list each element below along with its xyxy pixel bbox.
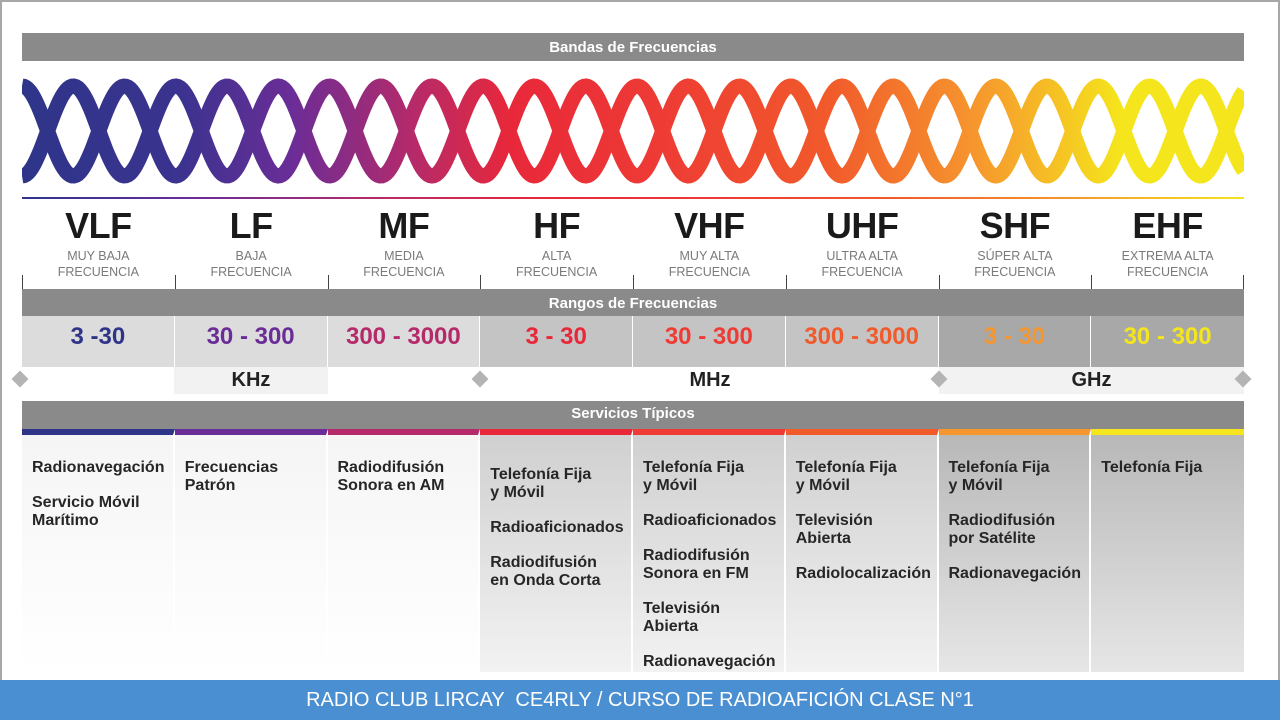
service-item: Radioaficionados: [490, 519, 624, 536]
range-lf: 30 - 300: [175, 316, 328, 367]
band-abbr: UHF: [825, 205, 899, 246]
services-uhf: [786, 429, 939, 672]
footer-banner: RADIO CLUB LIRCAY CE4RLY / CURSO DE RADIOAFICIÓN CLASE N°1: [0, 680, 1280, 720]
band-description: MEDIA FRECUENCIA: [363, 249, 445, 279]
band-lf: [175, 200, 328, 289]
band-description: BAJA FRECUENCIA: [210, 249, 292, 279]
band-abbr: MF: [378, 205, 430, 246]
services-list: [796, 459, 931, 583]
services-list: [490, 466, 625, 590]
range-vhf: 30 - 300: [633, 316, 786, 367]
service-item: Telefonía Fija y Móvil: [795, 459, 897, 494]
services-shf: [939, 429, 1092, 672]
service-item: Radiodifusión Sonora en AM: [337, 459, 445, 494]
band-description: ULTRA ALTA FRECUENCIA: [821, 249, 903, 279]
band-abbr: EHF: [1132, 205, 1203, 246]
range-mf: 300 - 3000: [328, 316, 481, 367]
unit-khz: KHz: [231, 369, 271, 391]
wave-baseline: [22, 197, 1244, 199]
band-abbr: VLF: [65, 205, 132, 246]
range-vlf: 3 -30: [22, 316, 175, 367]
service-item: Radionavegación: [948, 565, 1081, 582]
services-vhf: [633, 429, 786, 672]
services-mf: [328, 429, 481, 672]
range-ehf: 30 - 300: [1091, 316, 1244, 367]
ranges-title: Rangos de Frecuencias: [22, 289, 1244, 316]
services-row: [22, 429, 1244, 672]
services-list: [643, 459, 778, 671]
service-item: Radiodifusión en Onda Corta: [490, 554, 601, 589]
band-names-row: [22, 200, 1244, 289]
band-uhf: [786, 200, 939, 289]
band-description: MUY BAJA FRECUENCIA: [57, 249, 139, 279]
services-hf: [480, 429, 633, 672]
service-item: Telefonía Fija y Móvil: [948, 459, 1050, 494]
service-item: Radionavegación: [643, 653, 776, 670]
service-item: Radiodifusión Sonora en FM: [643, 547, 750, 582]
range-shf: 3 - 30: [939, 316, 1092, 367]
band-abbr: VHF: [674, 205, 745, 246]
range-hf: 3 - 30: [480, 316, 633, 367]
band-description: ALTA FRECUENCIA: [515, 249, 598, 279]
ranges-row: [22, 316, 1244, 367]
band-description: SÚPER ALTA FRECUENCIA: [974, 249, 1056, 279]
service-item: Radionavegación: [32, 459, 165, 476]
band-vlf: [22, 200, 175, 289]
services-list: [338, 459, 473, 495]
band-vhf: [633, 200, 786, 289]
service-item: Televisión Abierta: [643, 600, 721, 635]
service-item: Telefonía Fija y Móvil: [643, 459, 745, 494]
frequency-wave-graphic: [22, 78, 1244, 184]
band-abbr: HF: [533, 205, 581, 246]
services-ehf: [1091, 429, 1244, 672]
band-ehf: [1091, 200, 1244, 289]
unit-ghz: GHz: [1071, 369, 1112, 391]
bands-title: Bandas de Frecuencias: [22, 33, 1244, 61]
band-abbr: SHF: [979, 205, 1051, 246]
range-uhf: 300 - 3000: [786, 316, 939, 367]
services-list: [185, 459, 320, 495]
units-row: [22, 367, 1244, 394]
band-hf: [480, 200, 633, 289]
service-item: Televisión Abierta: [795, 512, 873, 547]
service-item: Telefonía Fija: [1101, 459, 1203, 476]
service-item: Telefonía Fija y Móvil: [490, 466, 592, 501]
services-title: Servicios Típicos: [22, 401, 1244, 429]
service-item: Radioaficionados: [643, 512, 777, 529]
service-item: Radiodifusión por Satélite: [948, 512, 1056, 547]
band-description: EXTREMA ALTA FRECUENCIA: [1121, 249, 1214, 279]
service-item: Radiolocalización: [795, 565, 931, 582]
services-list: [949, 459, 1084, 583]
service-item: Frecuencias Patrón: [184, 459, 279, 494]
band-shf: [939, 200, 1092, 289]
band-description: MUY ALTA FRECUENCIA: [668, 249, 750, 279]
band-mf: [328, 200, 481, 289]
services-vlf: [22, 429, 175, 672]
band-abbr: LF: [229, 205, 273, 246]
services-lf: [175, 429, 328, 672]
service-item: Servicio Móvil Marítimo: [32, 494, 140, 529]
unit-mhz: MHz: [689, 369, 731, 391]
services-list: [1101, 459, 1238, 477]
services-list: [32, 459, 167, 530]
